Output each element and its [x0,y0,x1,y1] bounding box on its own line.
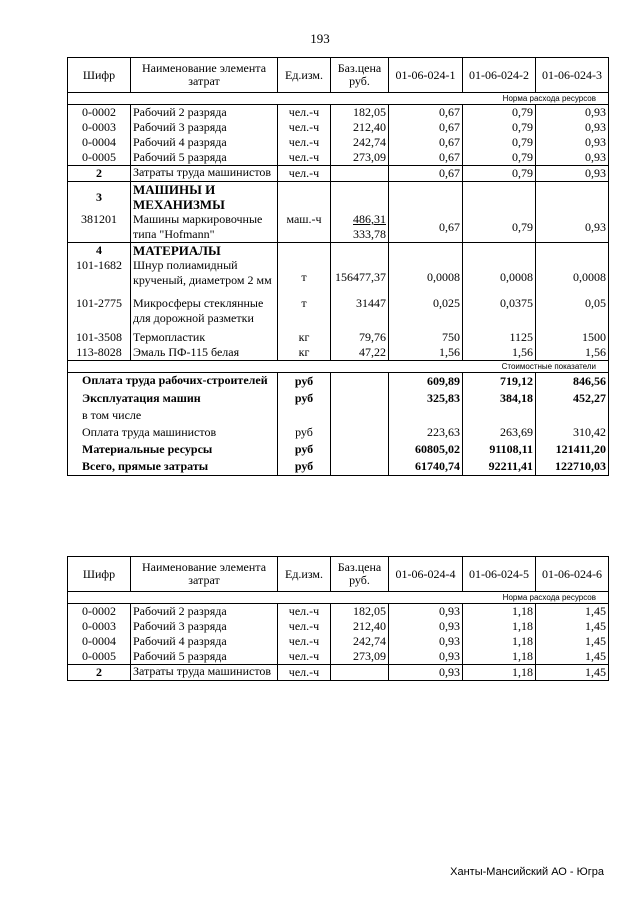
empty-cell [463,182,536,213]
price-bottom: 333,78 [353,227,386,241]
row-code: 0-0003 [68,619,131,634]
resource-table-1 [67,57,609,476]
empty-cell [331,441,389,458]
total-value-1: 609,89 [389,373,463,391]
section-row-machines [68,182,609,213]
total-name: Материальные ресурсы [68,441,278,458]
total-value-3: 846,56 [536,373,609,391]
row-value-2: 0,79 [463,166,536,182]
empty-cell [536,182,609,213]
row-code: 2 [68,166,131,182]
row-value-3: 0,93 [536,166,609,182]
total-value-1: 325,83 [389,390,463,407]
norm-subheader: Норма расхода ресурсов [68,93,609,105]
table-row [68,604,609,620]
footer-region: Ханты-Мансийский АО - Югра [450,866,604,878]
cost-subheader: Стоимостные показатели [68,361,609,373]
row-value-1: 0,67 [389,135,463,150]
header-price: Баз.цена руб. [331,58,389,93]
header-price: Баз.цена руб. [331,557,389,592]
empty-cell [331,390,389,407]
empty-cell [331,182,389,213]
row-unit: чел.-ч [278,105,331,121]
row-value-2: 1,56 [463,345,536,361]
row-code: 0-0003 [68,120,131,135]
row-value-1: 0,025 [389,296,463,330]
header-name: Наименование элемента затрат [131,58,278,93]
total-value-1 [389,407,463,424]
table-row-machinists [68,665,609,681]
row-price: 182,05 [331,105,389,121]
norm-subheader-row [68,592,609,604]
row-unit: кг [278,330,331,345]
table-row [68,296,609,330]
total-unit: руб [278,458,331,476]
section-title: МАШИНЫ И МЕХАНИЗМЫ [131,182,278,213]
cost-subheader-row [68,361,609,373]
row-value-1: 0,93 [389,634,463,649]
table-header-row [68,557,609,592]
row-value-2: 1125 [463,330,536,345]
row-unit: чел.-ч [278,649,331,665]
empty-cell [389,182,463,213]
section-title: МАТЕРИАЛЫ [131,243,278,259]
total-name: в том числе [68,407,278,424]
total-unit: руб [278,424,331,441]
empty-cell [331,458,389,476]
header-code: Шифр [68,58,131,93]
header-col-4: 01-06-024-4 [389,557,463,592]
row-value-1: 0,0008 [389,258,463,296]
row-name: Рабочий 3 разряда [131,619,278,634]
row-name: Рабочий 4 разряда [131,634,278,649]
empty-cell [278,243,331,259]
row-price: 242,74 [331,135,389,150]
row-value-3: 0,93 [536,105,609,121]
total-value-3 [536,407,609,424]
row-price: 212,40 [331,120,389,135]
total-name: Оплата труда рабочих-строителей [68,373,278,391]
total-value-1: 223,63 [389,424,463,441]
row-code: 101-1682 [68,258,131,296]
total-value-2: 91108,11 [463,441,536,458]
totals-row [68,407,609,424]
total-value-2: 384,18 [463,390,536,407]
empty-cell [536,243,609,259]
total-unit: руб [278,441,331,458]
row-unit: чел.-ч [278,619,331,634]
row-code: 101-2775 [68,296,131,330]
empty-cell [278,182,331,213]
row-value-1: 1,56 [389,345,463,361]
row-value-3: 0,93 [536,212,609,243]
row-value-2: 1,18 [463,634,536,649]
row-value-3: 1,45 [536,649,609,665]
totals-row [68,390,609,407]
row-unit: чел.-ч [278,120,331,135]
row-name: Машины маркировочные типа "Hofmann" [131,212,278,243]
row-value-2: 1,18 [463,665,536,681]
row-name: Рабочий 5 разряда [131,150,278,166]
row-value-2: 1,18 [463,649,536,665]
row-value-1: 0,67 [389,150,463,166]
row-unit: чел.-ч [278,150,331,166]
total-unit: руб [278,373,331,391]
table-row [68,120,609,135]
row-unit: чел.-ч [278,166,331,182]
total-unit: руб [278,390,331,407]
row-value-2: 0,79 [463,105,536,121]
row-unit: чел.-ч [278,665,331,681]
resource-table-2 [67,556,609,681]
row-value-2: 0,79 [463,120,536,135]
row-unit: маш.-ч [278,212,331,243]
row-name: Термопластик [131,330,278,345]
row-unit: чел.-ч [278,604,331,620]
total-unit [278,407,331,424]
row-name: Рабочий 5 разряда [131,649,278,665]
table-row [68,105,609,121]
row-code: 113-8028 [68,345,131,361]
row-name: Рабочий 4 разряда [131,135,278,150]
row-value-1: 0,93 [389,649,463,665]
row-code: 2 [68,665,131,681]
row-value-1: 0,93 [389,604,463,620]
empty-cell [331,407,389,424]
norm-subheader-row [68,93,609,105]
total-value-3: 310,42 [536,424,609,441]
section-code: 4 [68,243,131,259]
row-price: 273,09 [331,649,389,665]
row-value-3: 1,45 [536,619,609,634]
header-col-2: 01-06-024-2 [463,58,536,93]
row-price [331,166,389,182]
header-unit: Ед.изм. [278,557,331,592]
row-price: 212,40 [331,619,389,634]
total-value-1: 61740,74 [389,458,463,476]
row-code: 0-0005 [68,150,131,166]
row-code: 0-0002 [68,604,131,620]
totals-row [68,424,609,441]
table-row [68,649,609,665]
section-code: 3 [68,182,131,213]
empty-cell [331,243,389,259]
header-name: Наименование элемента затрат [131,557,278,592]
total-name: Всего, прямые затраты [68,458,278,476]
total-value-1: 60805,02 [389,441,463,458]
row-price: 182,05 [331,604,389,620]
empty-cell [331,424,389,441]
table-row [68,345,609,361]
header-col-3: 01-06-024-3 [536,58,609,93]
norm-subheader: Норма расхода ресурсов [68,592,609,604]
table-row [68,212,609,243]
table-row [68,330,609,345]
totals-row [68,373,609,391]
row-name: Затраты труда машинистов [131,665,278,681]
row-value-2: 0,79 [463,150,536,166]
row-value-3: 0,93 [536,150,609,166]
total-value-3: 452,27 [536,390,609,407]
row-code: 0-0005 [68,649,131,665]
table-row [68,634,609,649]
empty-cell [389,243,463,259]
header-col-5: 01-06-024-5 [463,557,536,592]
section-row-materials [68,243,609,259]
row-value-1: 750 [389,330,463,345]
table-row [68,258,609,296]
row-code: 381201 [68,212,131,243]
total-value-2 [463,407,536,424]
row-value-3: 1,45 [536,604,609,620]
row-value-3: 1,45 [536,634,609,649]
header-unit: Ед.изм. [278,58,331,93]
row-value-2: 1,18 [463,619,536,634]
row-value-3: 0,93 [536,135,609,150]
row-value-3: 1,45 [536,665,609,681]
row-name: Рабочий 2 разряда [131,604,278,620]
row-code: 0-0004 [68,634,131,649]
header-col-1: 01-06-024-1 [389,58,463,93]
row-price: 79,76 [331,330,389,345]
row-value-1: 0,67 [389,212,463,243]
row-value-2: 0,79 [463,135,536,150]
row-value-3: 1,56 [536,345,609,361]
row-value-2: 1,18 [463,604,536,620]
total-value-2: 263,69 [463,424,536,441]
row-price [331,212,389,243]
total-value-2: 92211,41 [463,458,536,476]
row-unit: т [278,296,331,330]
row-code: 0-0004 [68,135,131,150]
row-name: Шнур полиамидный крученый, диаметром 2 мм [131,258,278,296]
total-value-3: 121411,20 [536,441,609,458]
row-unit: кг [278,345,331,361]
price-top: 486,31 [353,212,386,226]
row-value-3: 1500 [536,330,609,345]
totals-row [68,458,609,476]
row-value-2: 0,0375 [463,296,536,330]
table-row [68,135,609,150]
row-price: 156477,37 [331,258,389,296]
table-header-row [68,58,609,93]
row-value-1: 0,67 [389,105,463,121]
empty-cell [331,373,389,391]
total-name: Оплата труда машинистов [68,424,278,441]
row-value-3: 0,93 [536,120,609,135]
row-value-3: 0,0008 [536,258,609,296]
row-value-3: 0,05 [536,296,609,330]
total-value-3: 122710,03 [536,458,609,476]
row-value-1: 0,67 [389,120,463,135]
row-value-2: 0,0008 [463,258,536,296]
row-value-1: 0,93 [389,619,463,634]
total-value-2: 719,12 [463,373,536,391]
header-col-6: 01-06-024-6 [536,557,609,592]
table-row [68,150,609,166]
header-code: Шифр [68,557,131,592]
row-name: Рабочий 3 разряда [131,120,278,135]
row-name: Эмаль ПФ-115 белая [131,345,278,361]
row-code: 101-3508 [68,330,131,345]
total-name: Эксплуатация машин [68,390,278,407]
totals-row [68,441,609,458]
row-name: Затраты труда машинистов [131,166,278,182]
empty-cell [463,243,536,259]
row-name: Микросферы стеклянные для дорожной разметки [131,296,278,330]
row-value-1: 0,67 [389,166,463,182]
row-value-1: 0,93 [389,665,463,681]
row-code: 0-0002 [68,105,131,121]
row-price: 273,09 [331,150,389,166]
table-row-machinists [68,166,609,182]
row-unit: чел.-ч [278,634,331,649]
row-price: 242,74 [331,634,389,649]
page-number: 193 [310,31,330,46]
row-name: Рабочий 2 разряда [131,105,278,121]
row-price: 31447 [331,296,389,330]
row-unit: т [278,258,331,296]
row-price: 47,22 [331,345,389,361]
row-unit: чел.-ч [278,135,331,150]
row-value-2: 0,79 [463,212,536,243]
table-row [68,619,609,634]
row-price [331,665,389,681]
